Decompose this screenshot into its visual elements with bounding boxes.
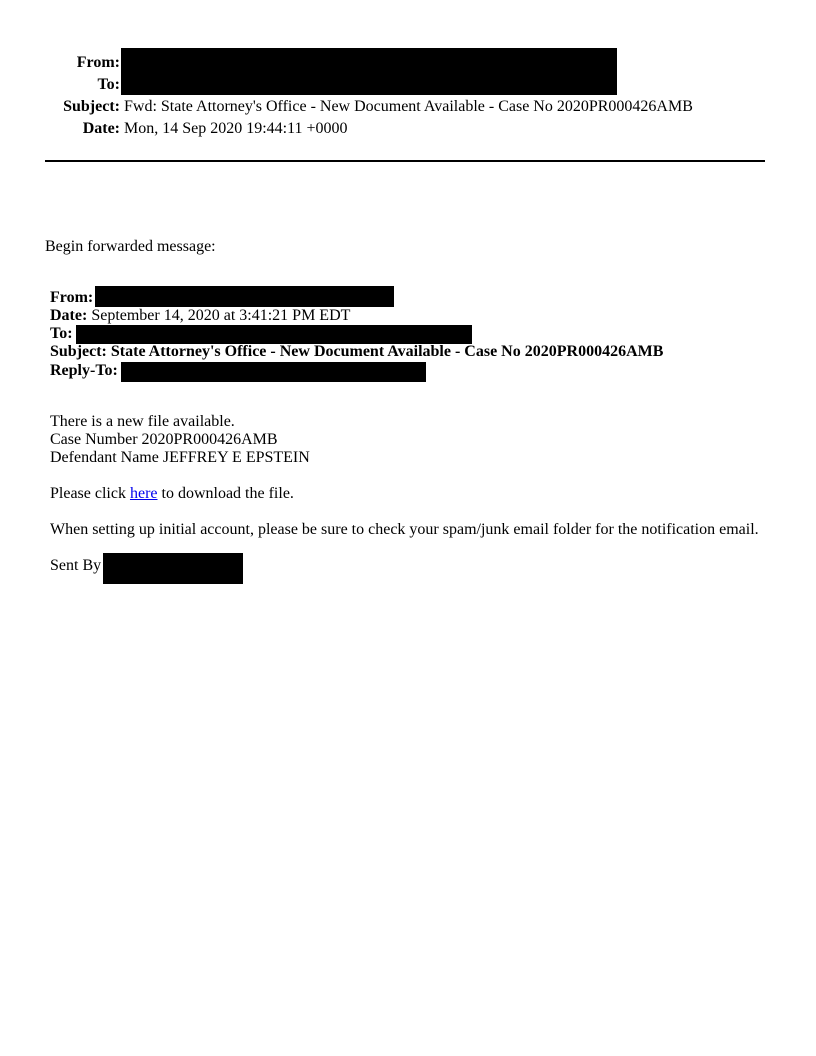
body-line-defendant: Defendant Name JEFFREY E EPSTEIN xyxy=(50,449,310,466)
from-label: From: xyxy=(76,54,120,71)
redacted-block xyxy=(121,362,426,382)
fwd-subject-label: Subject: xyxy=(50,343,107,360)
spam-notice: When setting up initial account, please be sure to check your spam/junk email folder for the notification email. xyxy=(50,521,759,538)
fwd-subject-line xyxy=(50,343,663,361)
date-value: Mon, 14 Sep 2020 19:44:11 +0000 xyxy=(124,120,348,137)
subject-label: Subject: xyxy=(63,98,120,115)
fwd-date-line xyxy=(50,307,350,325)
download-link[interactable]: here xyxy=(129,485,158,502)
subject-value: Fwd: State Attorney's Office - New Document Available - Case No 2020PR000426AMB xyxy=(124,98,693,115)
click-prefix: Please click xyxy=(50,485,130,502)
forward-intro: Begin forwarded message: xyxy=(45,238,216,255)
date-label: Date: xyxy=(82,120,120,137)
sent-by-label: Sent By xyxy=(50,557,102,574)
fwd-subject-value: State Attorney's Office - New Document Available - Case No 2020PR000426AMB xyxy=(110,343,664,360)
body-line-new-file: There is a new file available. xyxy=(50,413,235,430)
fwd-date-label: Date: xyxy=(50,307,88,324)
redacted-block xyxy=(95,286,394,307)
download-instruction xyxy=(50,485,294,503)
body-line-case-number: Case Number 2020PR000426AMB xyxy=(50,431,278,448)
redacted-block xyxy=(76,325,472,344)
fwd-to-label: To: xyxy=(50,325,73,342)
to-label: To: xyxy=(97,76,120,93)
redacted-block xyxy=(121,48,617,95)
redacted-block xyxy=(103,553,243,584)
fwd-from-label: From: xyxy=(50,289,94,306)
fwd-date-value: September 14, 2020 at 3:41:21 PM EDT xyxy=(91,307,351,324)
header-divider xyxy=(45,160,765,162)
click-suffix: to download the file. xyxy=(157,485,294,502)
fwd-reply-to-label: Reply-To: xyxy=(50,362,118,379)
